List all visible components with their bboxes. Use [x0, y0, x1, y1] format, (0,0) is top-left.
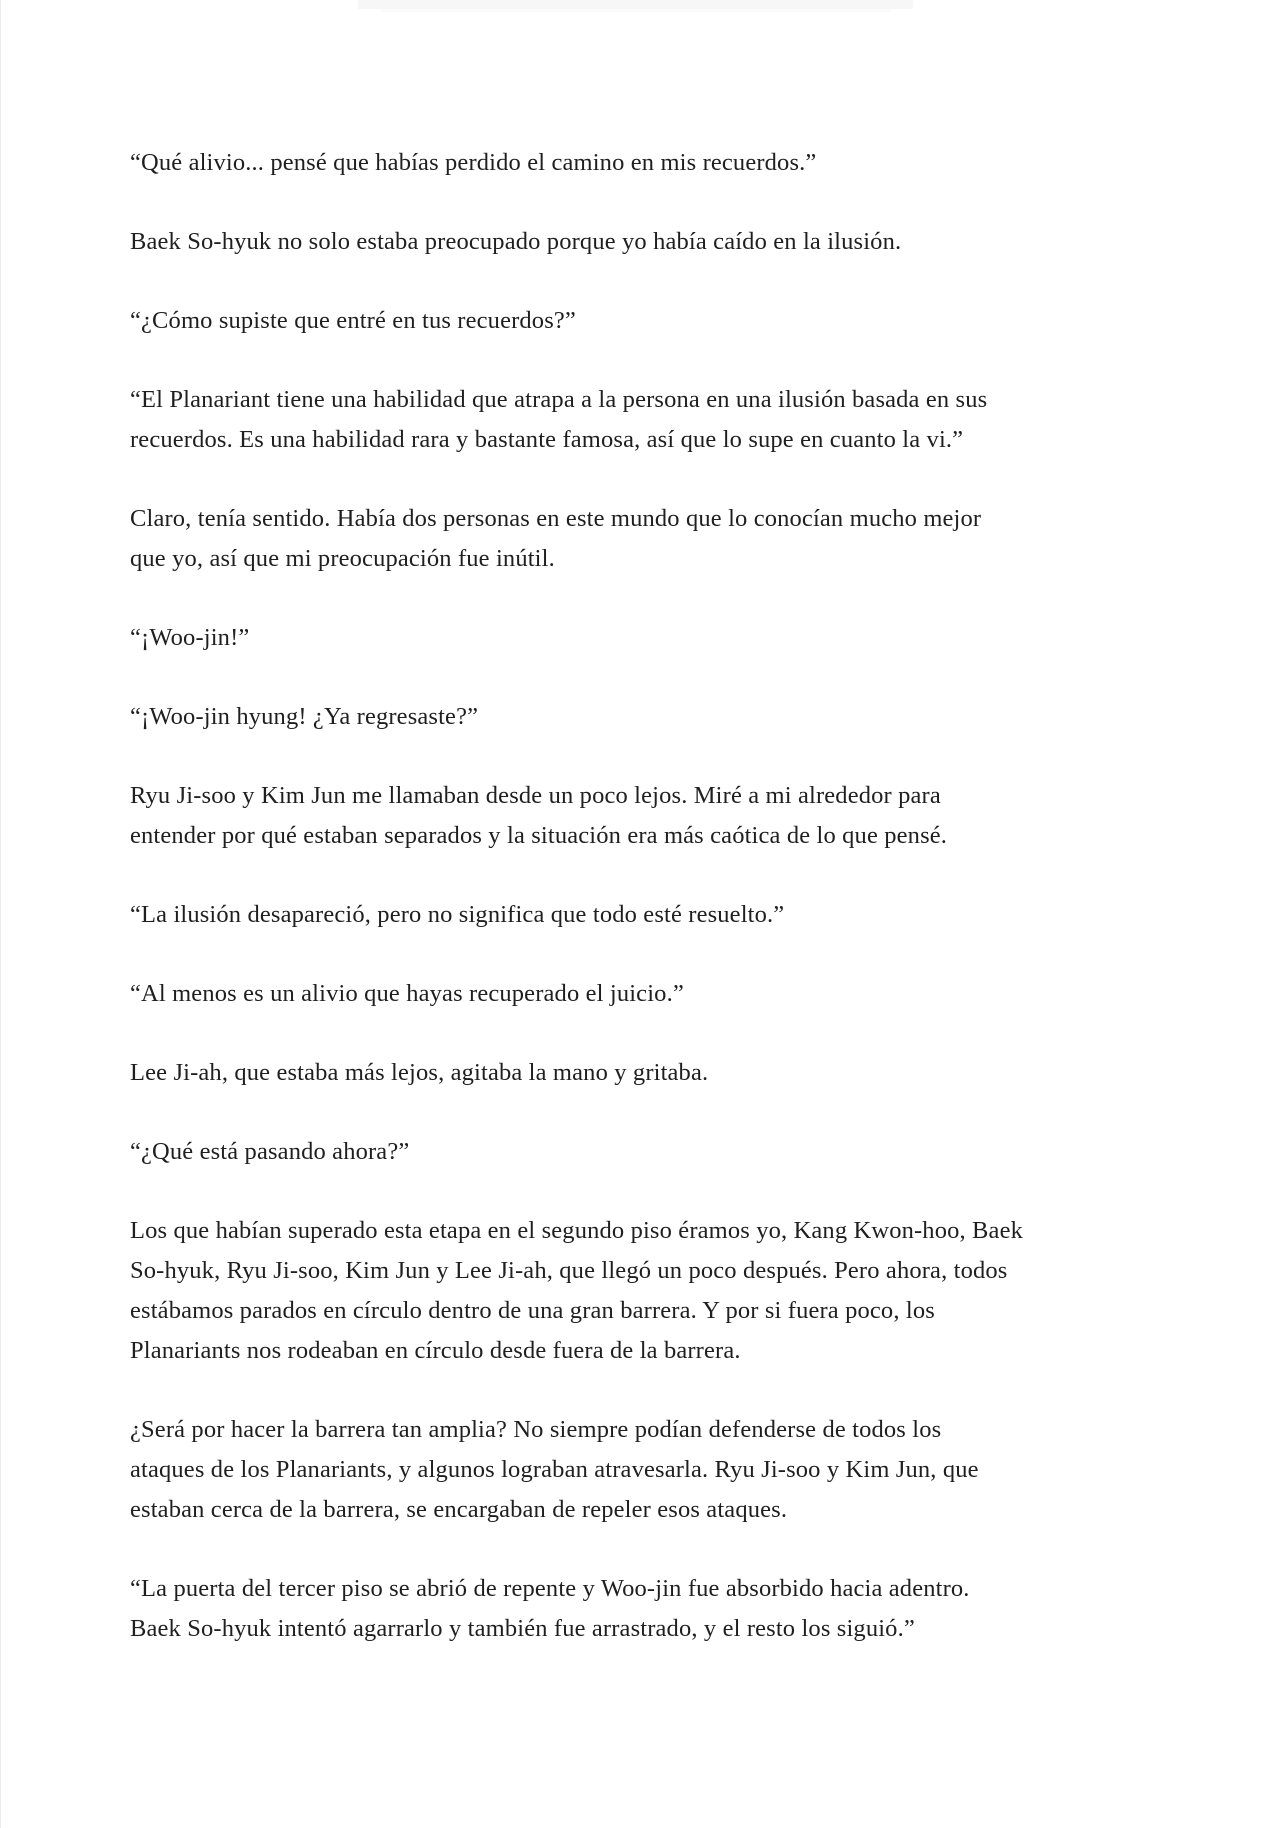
text-line: “¿Qué está pasando ahora?”	[130, 1138, 410, 1165]
text-line: Claro, tenía sentido. Había dos personas en este mundo que lo conocían mucho mejor	[130, 505, 982, 532]
paragraph-3	[130, 301, 1170, 341]
paragraph-10	[130, 974, 1170, 1014]
text-line: recuerdos. Es una habilidad rara y bastante famosa, así que lo supe en cuanto la vi.”	[130, 426, 964, 453]
text-line: ataques de los Planariants, y algunos lograban atravesarla. Ryu Ji-soo y Kim Jun, que	[130, 1456, 979, 1483]
text-line: Ryu Ji-soo y Kim Jun me llamaban desde un poco lejos. Miré a mi alrededor para	[130, 782, 941, 809]
text-line: “¡Woo-jin hyung! ¿Ya regresaste?”	[130, 703, 479, 730]
paragraph-4	[130, 380, 1170, 460]
paragraph-2	[130, 222, 1170, 262]
text-line: Baek So-hyuk intentó agarrarlo y también fue arrastrado, y el resto los siguió.”	[130, 1615, 915, 1642]
text-line: entender por qué estaban separados y la situación era más caótica de lo que pensé.	[130, 822, 948, 849]
text-line: “La ilusión desapareció, pero no significa que todo esté resuelto.”	[130, 901, 785, 928]
text-line: “¡Woo-jin!”	[130, 624, 250, 651]
paragraph-13	[130, 1211, 1170, 1371]
paragraph-12	[130, 1132, 1170, 1172]
top-edge-shadow	[381, 9, 891, 12]
paragraph-7	[130, 697, 1170, 737]
text-line: “La puerta del tercer piso se abrió de repente y Woo-jin fue absorbido hacia adentro.	[130, 1575, 970, 1602]
text-line: que yo, así que mi preocupación fue inútil.	[130, 545, 555, 572]
text-line: Los que habían superado esta etapa en el segundo piso éramos yo, Kang Kwon-hoo, Baek	[130, 1217, 1023, 1244]
text-line: ¿Será por hacer la barrera tan amplia? No siempre podían defenderse de todos los	[130, 1416, 942, 1443]
paragraph-15	[130, 1569, 1170, 1649]
text-line: “¿Cómo supiste que entré en tus recuerdos?”	[130, 307, 576, 334]
text-line: So-hyuk, Ryu Ji-soo, Kim Jun y Lee Ji-ah, que llegó un poco después. Pero ahora, todos	[130, 1257, 1008, 1284]
paragraph-9	[130, 895, 1170, 935]
text-line: Baek So-hyuk no solo estaba preocupado porque yo había caído en la ilusión.	[130, 228, 902, 255]
paragraph-1	[130, 143, 1170, 183]
text-line: “Qué alivio... pensé que habías perdido el camino en mis recuerdos.”	[130, 149, 817, 176]
text-line: “El Planariant tiene una habilidad que atrapa a la persona en una ilusión basada en sus	[130, 386, 988, 413]
paragraph-14	[130, 1410, 1170, 1530]
paragraph-6	[130, 618, 1170, 658]
text-line: estaban cerca de la barrera, se encargaban de repeler esos ataques.	[130, 1496, 788, 1523]
text-line: estábamos parados en círculo dentro de una gran barrera. Y por si fuera poco, los	[130, 1297, 935, 1324]
paragraph-5	[130, 499, 1170, 579]
text-line: “Al menos es un alivio que hayas recuperado el juicio.”	[130, 980, 684, 1007]
top-edge-strip	[358, 0, 913, 9]
document-page	[130, 143, 1170, 1649]
paragraph-8	[130, 776, 1170, 856]
text-line: Planariants nos rodeaban en círculo desde fuera de la barrera.	[130, 1337, 741, 1364]
paragraph-11	[130, 1053, 1170, 1093]
text-line: Lee Ji-ah, que estaba más lejos, agitaba la mano y gritaba.	[130, 1059, 709, 1086]
